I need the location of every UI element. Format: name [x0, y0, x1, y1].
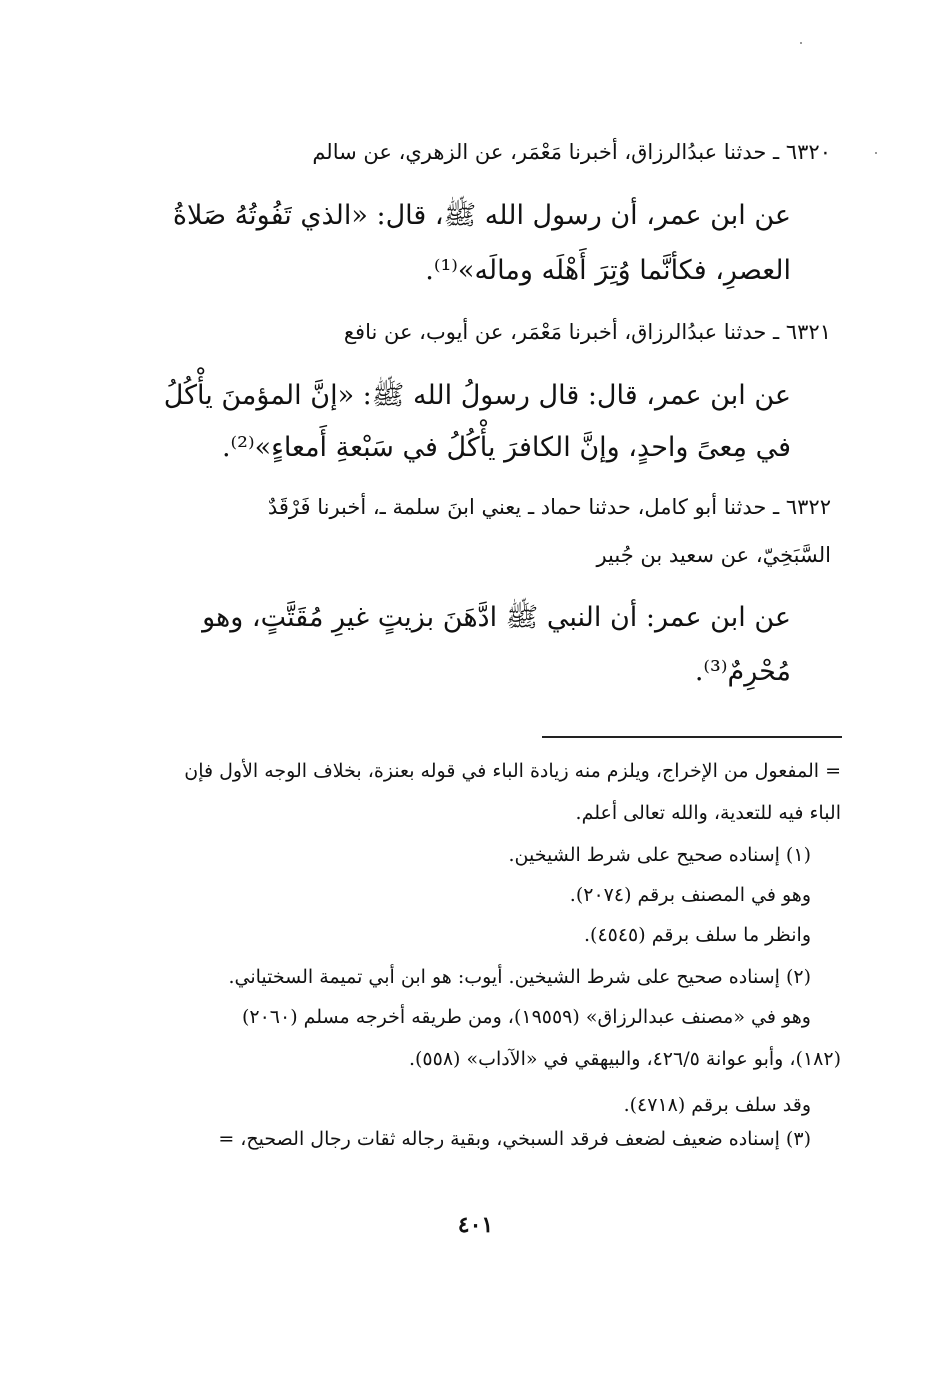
scan-speck [875, 152, 877, 154]
hadith-6322-isnad-line-1: ٦٣٢٢ ـ حدثنا أبو كامل، حدثنا حماد ـ يعني ابنَ سلمة ـ، أخبرنا فَرْقَدٌ [267, 495, 831, 519]
footnote-2-line-4: وقد سلف برقم (٤٧١٨). [623, 1094, 811, 1116]
footnote-separator [542, 736, 842, 738]
footnote-1-line-1: (١) إسناده صحيح على شرط الشيخين. [508, 844, 811, 866]
hadith-6322-matn-line-1: عن ابن عمر: أن النبي ﷺ ادَّهَنَ بزيتٍ غيرِ مُقَتَّتٍ، وهو [202, 602, 791, 633]
hadith-6320-matn-line-1: عن ابن عمر، أن رسول الله ﷺ، قال: «الذي تَفُوتُهُ صَلاةُ [172, 200, 791, 231]
scan-speck [800, 42, 802, 44]
footnote-3-line-1: (٣) إسناده ضعيف لضعف فرقد السبخي، وبقية رجاله ثقات رجال الصحيح، = [218, 1128, 811, 1150]
page-number: ٤٠١ [457, 1212, 494, 1238]
hadith-6321-isnad: ٦٣٢١ ـ حدثنا عبدُالرزاق، أخبرنا مَعْمَر، عن أيوب، عن نافع [343, 320, 831, 344]
footnote-continuation-line-1: = المفعول من الإخراج، ويلزم منه زيادة الباء في قوله بعنزة، بخلاف الوجه الأول فإن [184, 760, 841, 782]
footnote-2-line-3: (١٨٢)، وأبو عوانة ٤٢٦/٥، والبيهقي في «الآداب» (٥٥٨). [408, 1048, 841, 1070]
hadith-6322-isnad-line-2: السَّبَخِيّ، عن سعيد بن جُبير [596, 543, 831, 567]
footnote-1-line-2: وهو في المصنف برقم (٢٠٧٤). [569, 884, 811, 906]
footnote-2-line-1: (٢) إسناده صحيح على شرط الشيخين. أيوب: هو ابن أبي تميمة السختياني. [228, 966, 811, 988]
hadith-6321-matn-line-2: في مِعىً واحدٍ، وإنَّ الكافرَ يأْكُلُ في سَبْعةِ أَمعاءٍ»⁽²⁾. [221, 432, 791, 463]
hadith-6320-isnad: ٦٣٢٠ ـ حدثنا عبدُالرزاق، أخبرنا مَعْمَر، عن الزهري، عن سالم [312, 140, 831, 164]
footnote-2-line-2: وهو في «مصنف عبدالرزاق» (١٩٥٥٩)، ومن طريقه أخرجه مسلم (٢٠٦٠) [241, 1006, 811, 1028]
footnote-continuation-line-2: الباء فيه للتعدية، والله تعالى أعلم. [575, 802, 841, 824]
hadith-6320-matn-line-2: العصرِ، فكأنَّما وُتِرَ أَهْلَه ومالَه»⁽¹⁾. [425, 255, 791, 286]
footnote-1-line-3: وانظر ما سلف برقم (٤٥٤٥). [583, 924, 811, 946]
hadith-6321-matn-line-1: عن ابن عمر، قال: قال رسولُ الله ﷺ: «إنَّ المؤمنَ يأْكُلُ [163, 380, 791, 411]
hadith-6322-matn-line-2: مُحْرِمٌ⁽³⁾. [694, 656, 791, 687]
